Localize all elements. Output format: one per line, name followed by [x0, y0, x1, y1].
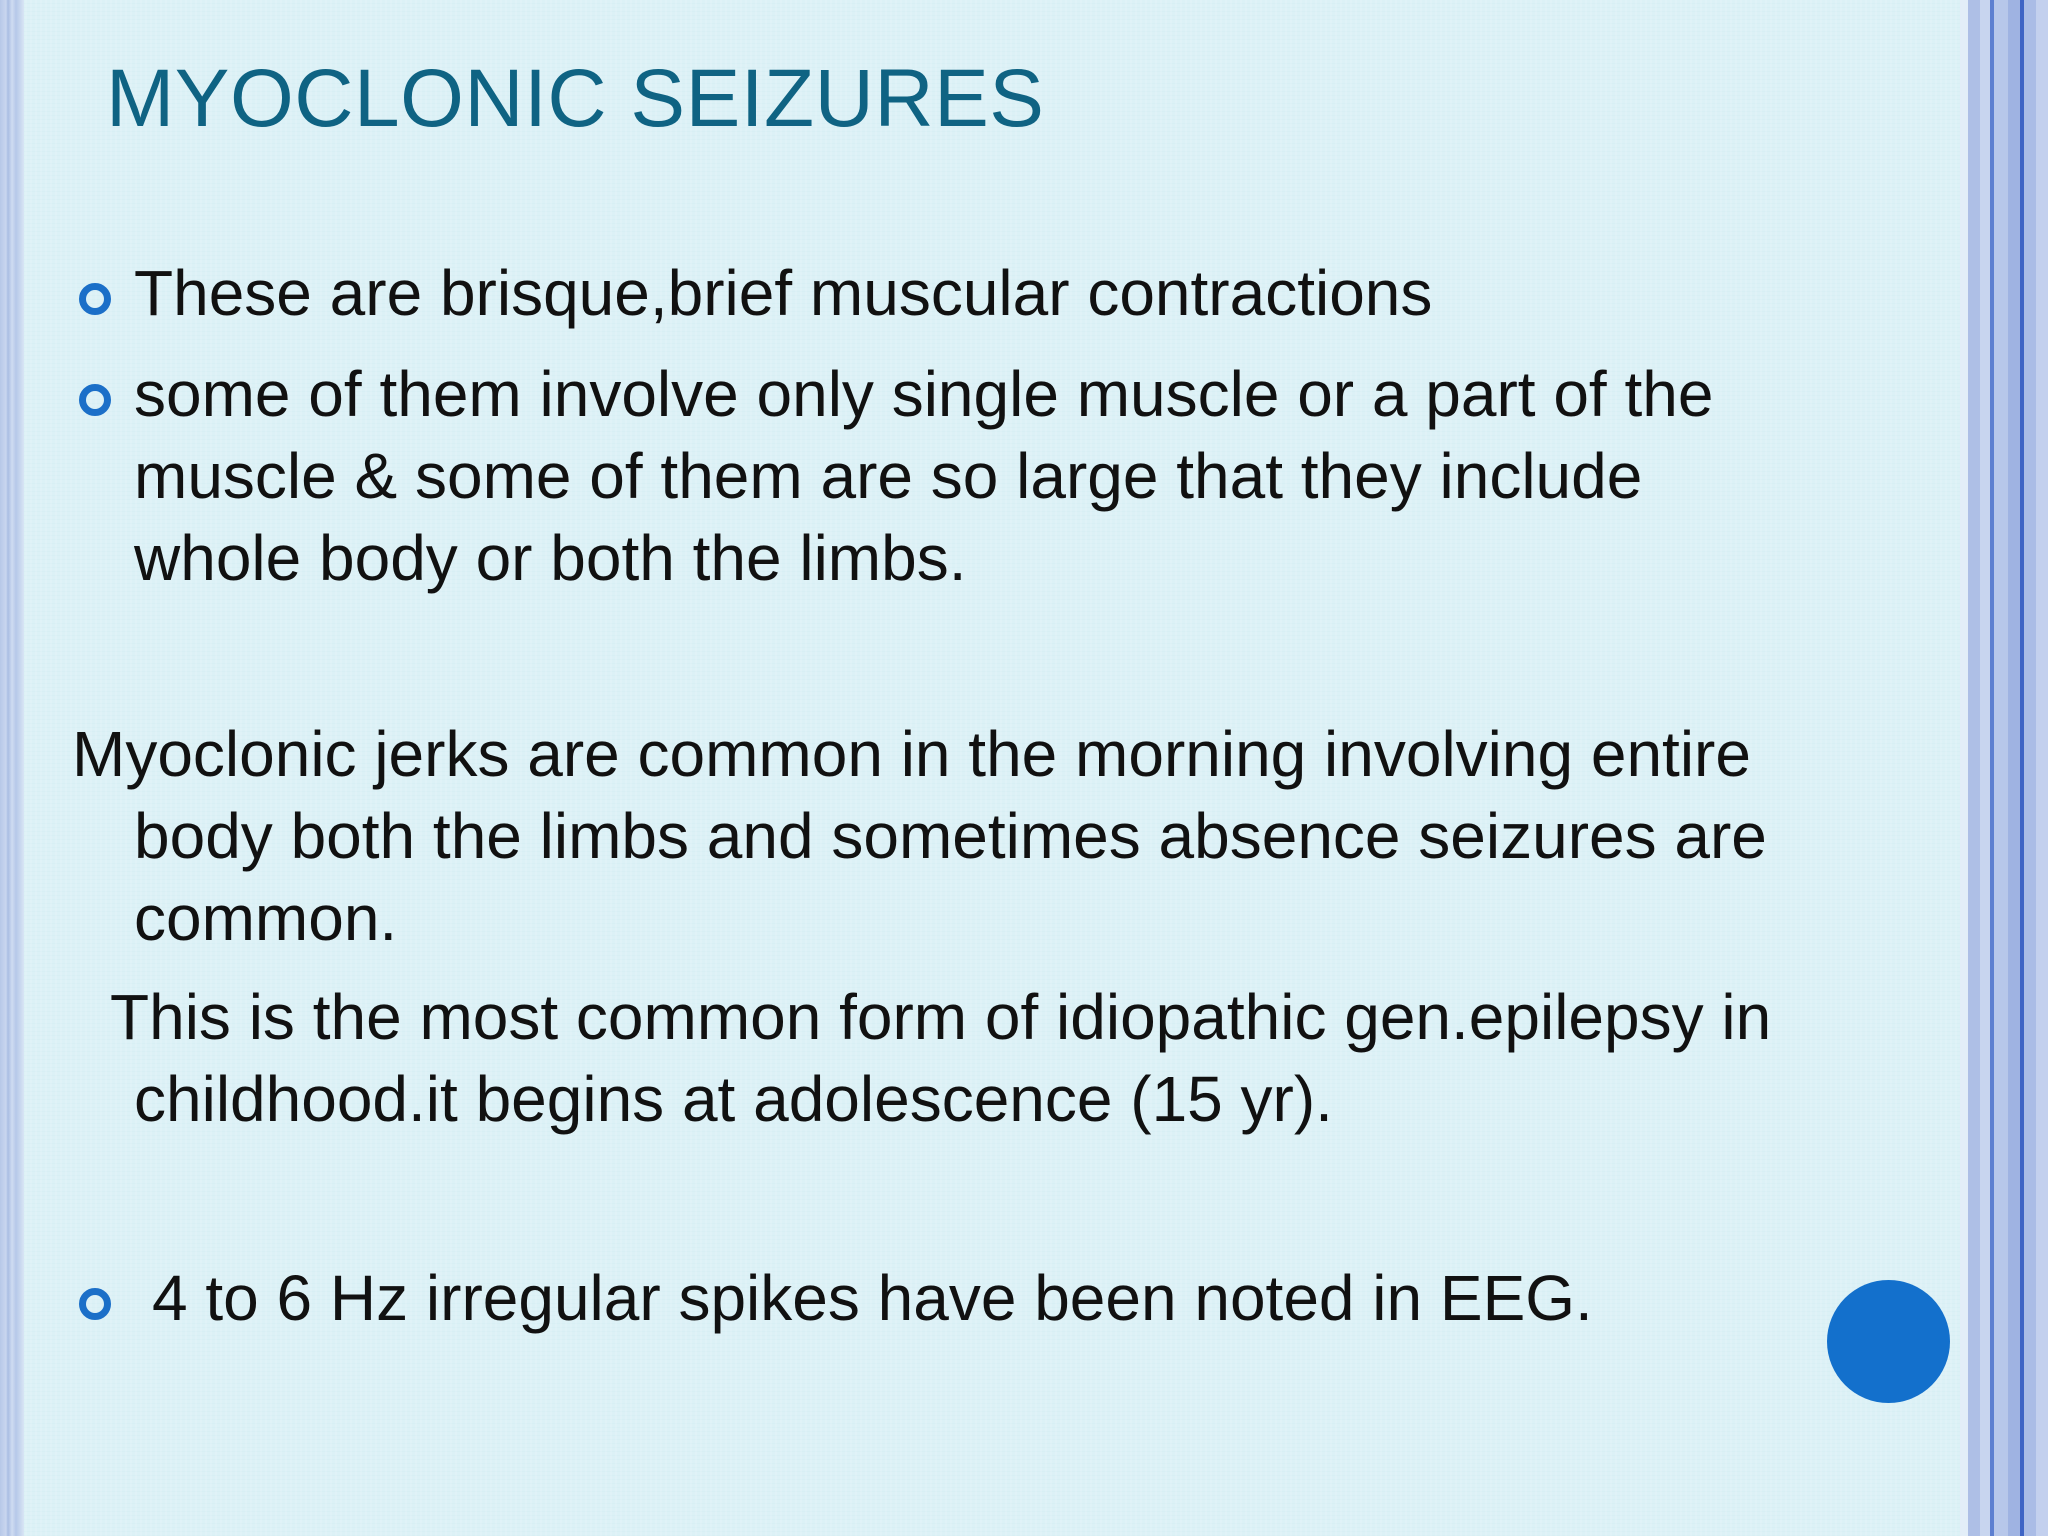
right-border-decoration: [1960, 0, 2048, 1536]
bullet-item-1: [0, 252, 1880, 334]
paragraph-1-line-1: Myoclonic jerks are common in the morning involving entire: [72, 718, 1751, 790]
paragraph-1-line-3: common.: [134, 882, 398, 954]
paragraph-2-line-2: childhood.it begins at adolescence (15 yr).: [134, 1063, 1333, 1135]
bullet-item-2: [0, 353, 1880, 599]
paragraph-common-form: [0, 976, 1880, 1140]
bullet-2-line-3: whole body or both the limbs.: [134, 522, 967, 594]
paragraph-2-line-1: This is the most common form of idiopathic gen.epilepsy in: [110, 981, 1772, 1053]
paragraph-1-line-2: body both the limbs and sometimes absence seizures are: [134, 800, 1767, 872]
bullet-1-line-1: These are brisque,brief muscular contractions: [134, 257, 1433, 329]
decorative-circle: [1827, 1280, 1950, 1403]
bullet-item-eeg: [0, 1257, 1880, 1339]
final-bullet-line-1: 4 to 6 Hz irregular spikes have been noted in EEG.: [152, 1262, 1593, 1334]
paragraph-myoclonic-jerks: [0, 713, 1880, 959]
slide-title: MYOCLONIC SEIZURES: [106, 53, 1045, 144]
bullet-2-line-2: muscle & some of them are so large that they include: [134, 440, 1643, 512]
bullet-2-line-1: some of them involve only single muscle or a part of the: [134, 358, 1714, 430]
